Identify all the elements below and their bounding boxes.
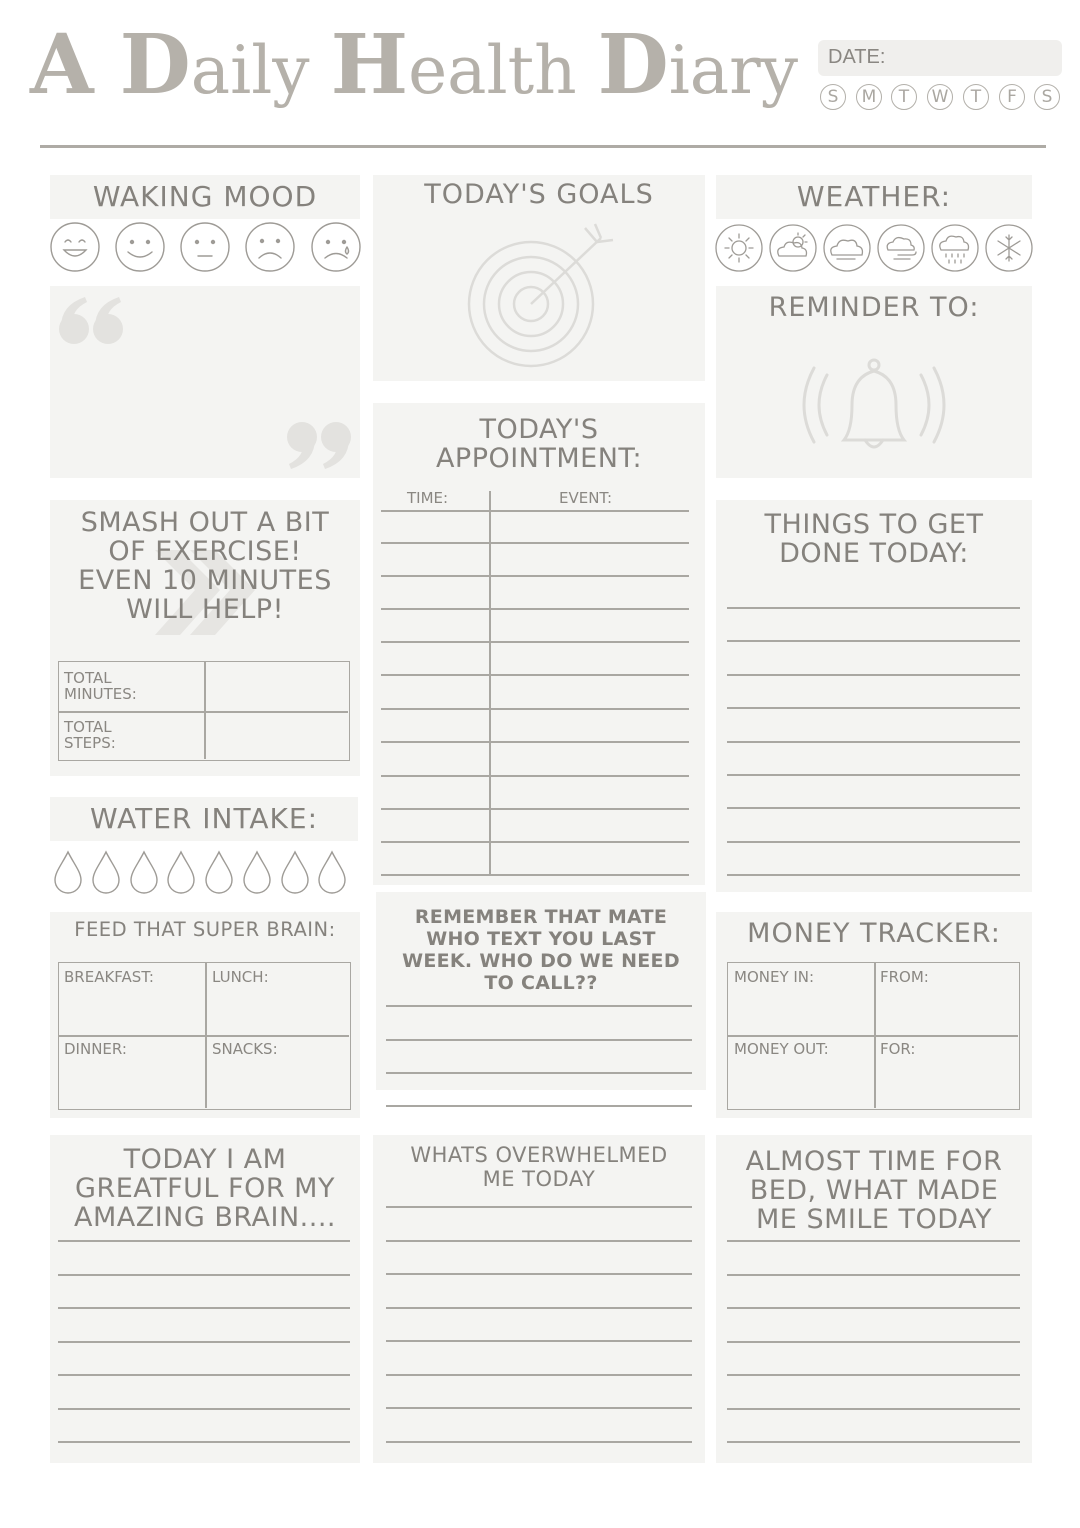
grateful-panel <box>50 1135 360 1463</box>
water-drop-icon[interactable] <box>168 852 194 893</box>
reminder-panel[interactable] <box>716 286 1032 478</box>
water-drop-icon[interactable] <box>282 852 308 893</box>
water-drop-icon[interactable] <box>206 852 232 893</box>
crying-face-icon[interactable] <box>312 223 360 271</box>
total-steps-label: TOTAL STEPS: <box>64 718 116 752</box>
partly-cloudy-icon[interactable] <box>770 225 816 271</box>
dinner-cell[interactable]: DINNER: <box>64 1040 127 1058</box>
things-panel <box>716 500 1032 892</box>
day-wednesday[interactable]: W <box>927 84 953 110</box>
mate-extra-line <box>386 1105 692 1107</box>
overwhelmed-title: WHATS OVERWHELMED ME TODAY <box>410 1143 668 1191</box>
cloudy-icon[interactable] <box>824 225 870 271</box>
lunch-cell[interactable]: LUNCH: <box>212 968 269 986</box>
mood-notes-box[interactable] <box>50 286 360 478</box>
close-quote-icon <box>282 418 352 473</box>
time-column-header: TIME: <box>407 489 449 507</box>
target-icon <box>463 220 623 370</box>
mate-title: REMEMBER THAT MATE WHO TEXT YOU LAST WEEK. WHO DO WE NEED TO CALL?? <box>402 906 680 994</box>
day-friday[interactable]: F <box>999 84 1025 110</box>
money-for-cell[interactable]: FOR: <box>880 1040 916 1058</box>
weather-icons-svg <box>716 223 1036 275</box>
money-title: MONEY TRACKER: <box>747 918 1001 949</box>
exercise-panel <box>50 500 360 776</box>
day-saturday[interactable]: S <box>1034 84 1060 110</box>
weather-icons <box>716 223 1036 275</box>
snacks-cell[interactable]: SNACKS: <box>212 1040 278 1058</box>
event-column-header: EVENT: <box>559 489 613 507</box>
meals-table <box>58 962 351 1110</box>
header-divider <box>40 145 1046 148</box>
money-panel <box>716 912 1032 1118</box>
brain-food-panel <box>50 912 360 1118</box>
day-monday[interactable]: M <box>856 84 882 110</box>
breakfast-cell[interactable]: BREAKFAST: <box>64 968 154 986</box>
exercise-table <box>58 661 350 761</box>
total-steps-input[interactable] <box>207 714 347 759</box>
rain-icon[interactable] <box>932 225 978 271</box>
appointment-panel <box>373 403 705 885</box>
money-out-cell[interactable]: MONEY OUT: <box>734 1040 829 1058</box>
total-minutes-label: TOTAL MINUTES: <box>64 669 137 703</box>
money-table <box>727 962 1020 1110</box>
money-in-cell[interactable]: MONEY IN: <box>734 968 815 986</box>
things-title: THINGS TO GET DONE TODAY: <box>764 509 984 569</box>
bell-icon <box>792 340 957 465</box>
water-drop-icon[interactable] <box>55 852 81 893</box>
date-label: DATE: <box>828 46 886 68</box>
mate-panel <box>376 892 706 1090</box>
water-drop-icon[interactable] <box>244 852 270 893</box>
weekday-selector <box>820 84 1065 114</box>
water-drop-icon[interactable] <box>93 852 119 893</box>
waking-mood-header: WAKING MOOD <box>50 175 360 219</box>
happy-face-icon[interactable] <box>116 223 164 271</box>
water-drops-svg <box>52 850 352 896</box>
date-field[interactable] <box>818 40 1062 76</box>
mood-faces <box>50 222 362 274</box>
mood-faces-svg <box>50 222 362 274</box>
very-happy-face-icon[interactable] <box>51 223 99 271</box>
water-drop-icon[interactable] <box>131 852 157 893</box>
weather-header: WEATHER: <box>716 175 1032 219</box>
day-thursday[interactable]: T <box>963 84 989 110</box>
overwhelmed-panel <box>373 1135 705 1463</box>
sunny-icon[interactable] <box>716 225 762 271</box>
brain-food-title: FEED THAT SUPER BRAIN: <box>74 918 336 941</box>
neutral-face-icon[interactable] <box>181 223 229 271</box>
goals-title: TODAY'S GOALS <box>424 179 654 210</box>
bedtime-panel <box>716 1135 1032 1463</box>
money-from-cell[interactable]: FROM: <box>880 968 929 986</box>
page-title: A Daily Health Diary <box>30 17 798 113</box>
grateful-title: TODAY I AM GREATFUL FOR MY AMAZING BRAIN.... <box>73 1144 337 1233</box>
appointment-title: TODAY'S APPOINTMENT: <box>435 414 643 474</box>
goals-panel[interactable] <box>373 175 705 381</box>
exercise-title: SMASH OUT A BIT OF EXERCISE! EVEN 10 MINUTES WILL HELP! <box>78 507 332 625</box>
day-sunday[interactable]: S <box>820 84 846 110</box>
windy-icon[interactable] <box>878 225 924 271</box>
water-intake-header: WATER INTAKE: <box>50 797 358 841</box>
reminder-title: REMINDER TO: <box>768 292 980 323</box>
total-minutes-input[interactable] <box>207 664 347 709</box>
open-quote-icon <box>58 294 128 349</box>
water-drops <box>52 850 352 896</box>
water-drop-icon[interactable] <box>319 852 345 893</box>
bedtime-title: ALMOST TIME FOR BED, WHAT MADE ME SMILE TODAY <box>745 1146 1003 1235</box>
snow-icon[interactable] <box>986 225 1032 271</box>
day-tuesday[interactable]: T <box>891 84 917 110</box>
sad-face-icon[interactable] <box>246 223 294 271</box>
